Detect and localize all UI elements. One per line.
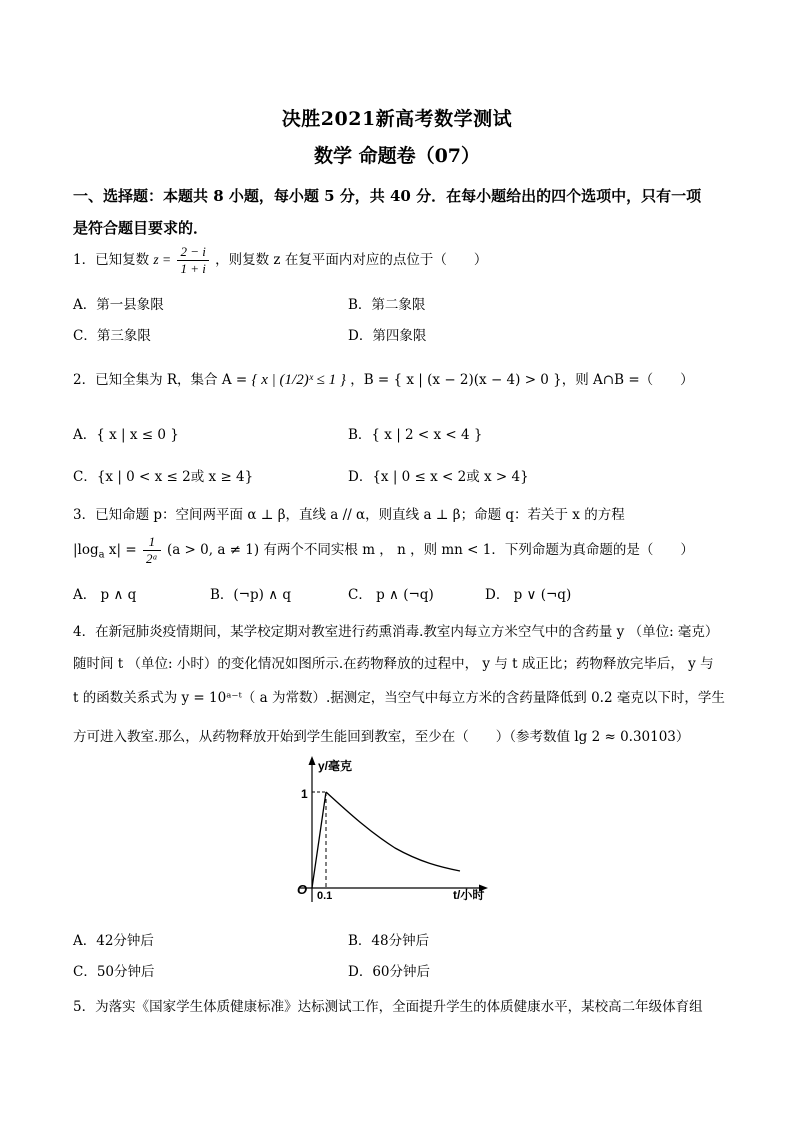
q3-option-d: D． p ∨ (¬q) [485,587,572,603]
q5-line1: 5．为落实《国家学生体质健康标准》达标测试工作，全面提升学生的体质健康水平，某校高二年级体育组 [73,999,703,1015]
q1-fraction [177,244,208,277]
section-heading-line2: 是符合题目要求的． [73,219,209,237]
rising-segment [312,792,326,888]
q1-suffix: ，则复数 z 在复平面内对应的点位于（ ） [215,252,488,268]
q4-option-b: B．48分钟后 [348,933,430,949]
q3-line2 [73,534,733,567]
q1-frac-num: 2 − i [177,244,208,261]
decay-curve [326,792,460,871]
q2-set-a: { x | (1/2)ˣ ≤ 1 } [251,372,346,388]
q3-line2-rest: (a > 0, a ≠ 1) 有两个不同实根 m ， n ，则 mn < 1．下列命题为真命题的是（ ） [166,542,694,558]
x-tick-label: 0.1 [317,890,333,902]
x-axis-label: t/小时 [453,888,485,902]
q4-line4: 方可进入教室.那么，从药物释放开始到学生能回到教室，至少在（ ）（参考数值 lg 2 ≈ 0.30103） [73,729,690,745]
q3-option-c: C． p ∧ (¬q) [348,587,434,603]
q3-fraction [143,534,161,567]
q2-text-b: ，B = { x | (x − 2)(x − 4) > 0 }，则 A∩B =（ ） [350,372,694,388]
q1-frac-den: 1 + i [180,261,206,276]
q3-option-b: B．(¬p) ∧ q [210,587,292,603]
q2-option-c: C．{x | 0 < x ≤ 2或 x ≥ 4} [73,469,254,485]
q1-option-c: C．第三象限 [73,328,151,344]
q3-log-base: a [98,549,105,561]
q3-frac-den: 2ᵃ [145,551,158,566]
q2-option-d: D．{x | 0 ≤ x < 2或 x > 4} [348,469,529,485]
section-heading [73,180,733,244]
q3-frac-num: 1 [143,534,161,551]
q1-option-a: A．第一县象限 [73,297,164,313]
section-heading-line1: 一、选择题：本题共 8 小题，每小题 5 分，共 40 分．在每小题给出的四个选项中，只有一项 [73,187,702,205]
q2-text-a: 2．已知全集为 R，集合 A = [73,372,248,388]
q4-line1: 4．在新冠肺炎疫情期间，某学校定期对教室进行药熏消毒.教室内每立方米空气中的含药量 y （单位: 毫克） [73,624,719,640]
q4-line2: 随时间 t （单位: 小时）的变化情况如图所示.在药物释放的过程中， y 与 t 成正比；药物释放完毕后， y 与 [73,656,714,672]
q3-option-a: A． p ∧ q [73,587,137,603]
q1-option-b: B．第二象限 [348,297,426,313]
q4-line3: t 的函数关系式为 y = 10ᵃ⁻ᵗ（ a 为常数）.据测定，当空气中每立方米的含药量降低到 0.2 毫克以下时，学生 [73,690,725,706]
q4-option-d: D．60分钟后 [348,964,431,980]
origin-label: O [297,882,308,897]
y-axis-arrow-icon [309,756,316,765]
q4-option-a: A．42分钟后 [73,933,154,949]
q2-option-a: A．{ x | x ≤ 0 } [73,427,179,443]
question-2-stem [73,370,733,390]
q3-line1: 3．已知命题 p：空间两平面 α ⊥ β，直线 a // α，则直线 a ⊥ β；命题 q：若关于 x 的方程 [73,507,625,523]
y-tick-label: 1 [301,787,308,801]
q4-option-c: C．50分钟后 [73,964,155,980]
q1-option-d: D．第四象限 [348,328,427,344]
q1-z-eq: z = [153,252,172,267]
q1-prefix: 1．已知复数 [73,252,150,268]
question-1-stem [73,244,733,277]
exam-subtitle: 数学 命题卷（07） [313,145,481,167]
exam-title: 决胜2021新高考数学测试 [281,108,513,130]
y-axis-label: y/毫克 [318,759,353,773]
q3-log: |log [73,542,99,558]
q2-option-b: B．{ x | 2 < x < 4 } [348,427,483,443]
q4-graph [270,752,500,912]
q3-log-x: x| = [104,542,137,558]
